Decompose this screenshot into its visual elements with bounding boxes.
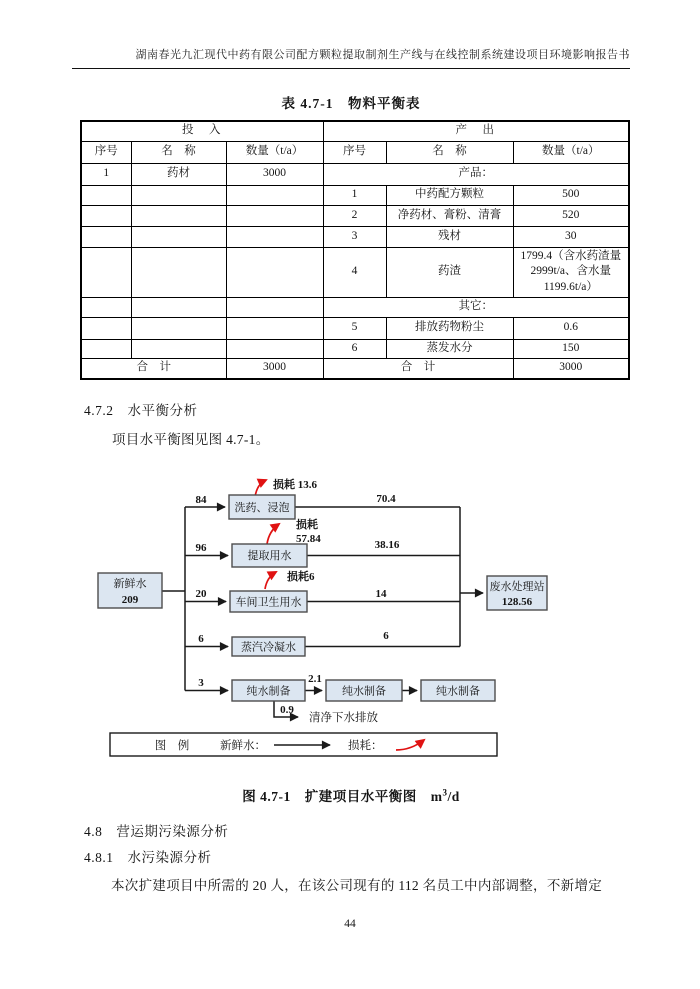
empty-cell [131,205,226,226]
output-qty-cell: 1799.4（含水药渣量 2999t/a、含水量 1199.6t/a） [513,247,629,297]
table-caption: 表 4.7-1 物料平衡表 [281,96,421,111]
empty-cell [226,297,323,317]
output-index-cell: 3 [323,226,386,247]
table-row [81,339,629,358]
empty-cell [226,339,323,358]
extract-outflow-label: 38.16 [374,539,400,551]
page-number: 44 [344,918,356,930]
sanitary-loss-arrow-icon [265,572,276,589]
output-name-cell: 中药配方颗粒 [386,185,513,205]
steam-outflow-label: 6 [383,630,389,642]
empty-cell [81,297,131,317]
fresh-water-label: 新鲜水 [113,578,147,590]
extract-label: 提取用水 [247,550,292,562]
box-labels [114,500,545,698]
empty-cell [131,226,226,247]
extract-loss-value: 57.84 [296,533,321,545]
table-row [81,185,629,205]
empty-cell [81,185,131,205]
input-total-label: 合 计 [81,358,226,379]
output-name-cell: 排放药物粉尘 [386,317,513,339]
paragraph-472: 项目水平衡图见图 4.7-1。 [112,432,270,447]
empty-cell [131,185,226,205]
output-index-cell: 5 [323,317,386,339]
output-header-cell: 产 出 [323,121,629,141]
table-row [81,297,629,317]
empty-cell [226,205,323,226]
table-row [81,317,629,339]
output-total-value: 3000 [513,358,629,379]
table-row [81,121,629,141]
empty-cell [226,247,323,297]
empty-cell [131,247,226,297]
col-header: 名 称 [386,141,513,163]
wash-loss-label: 损耗 13.6 [273,479,317,491]
material-balance-table [80,120,630,380]
figure-caption-text: 图 4.7-1 扩建项目水平衡图 [242,789,417,804]
wash-inflow-label: 84 [195,494,207,506]
empty-cell [131,339,226,358]
section-heading-481: 4.8.1 水污染源分析 [84,850,212,865]
output-qty-cell: 500 [513,185,629,205]
wastewater-value: 128.56 [501,596,533,608]
wastewater-label: 废水处理站 [489,581,545,593]
output-qty-cell: 0.6 [513,317,629,339]
empty-cell [131,317,226,339]
col-header: 名 称 [131,141,226,163]
pure-label-1: 纯水制备 [246,685,291,698]
output-index-cell: 6 [323,339,386,358]
pure-label-2: 纯水制备 [342,685,386,698]
pure-inflow-label: 3 [198,677,204,689]
empty-cell [226,185,323,205]
legend-title: 图 例 [154,740,190,752]
water-balance-diagram [0,458,700,774]
legend-loss-label: 损耗： [348,740,383,752]
figure-unit-exp: 3 [442,787,448,798]
output-qty-cell: 520 [513,205,629,226]
output-name-cell: 药渣 [386,247,513,297]
table-row [81,226,629,247]
figure-caption [72,785,630,805]
figure-unit-base: m [430,789,443,804]
pure-midflow-label: 2.1 [308,673,322,685]
steam-label: 蒸汽冷凝水 [241,641,296,654]
legend-loss-arrow-icon [396,740,424,750]
table-row [81,358,629,379]
output-index-cell: 4 [323,247,386,297]
pure-label-3: 纯水制备 [436,685,480,698]
drain-value-label: 0.9 [280,704,294,716]
sanitary-loss-label: 损耗6 [287,571,315,583]
wash-outflow-label: 70.4 [376,493,396,505]
empty-cell [81,317,131,339]
steam-inflow-label: 6 [198,633,204,645]
wash-label: 洗药、浸泡 [234,502,290,514]
table-row [81,247,629,297]
sanitary-outflow-label: 14 [375,588,387,600]
table-row [81,205,629,226]
fresh-water-value: 209 [121,594,139,606]
diagram-legend [110,733,497,756]
output-name-cell: 蒸发水分 [386,339,513,358]
empty-cell [81,205,131,226]
input-header-cell: 投 入 [81,121,323,141]
col-header: 序号 [81,141,131,163]
table-row [81,163,629,185]
output-name-cell: 残材 [386,226,513,247]
extract-loss-arrow-icon [267,524,279,544]
header-rule [72,68,630,69]
table-row [81,141,629,163]
extract-loss-label: 损耗 [296,519,318,531]
process-boxes [98,495,547,701]
product-group-cell: 产品： [323,163,629,185]
empty-cell [81,226,131,247]
extract-inflow-label: 96 [195,542,207,554]
section-heading-472: 4.7.2 水平衡分析 [84,403,198,418]
empty-cell [81,247,131,297]
empty-cell [131,297,226,317]
output-index-cell: 1 [323,185,386,205]
input-index-cell: 1 [81,163,131,185]
output-qty-cell: 150 [513,339,629,358]
empty-cell [226,317,323,339]
page-header: 湖南春光九汇现代中药有限公司配方颗粒提取制剂生产线与在线控制系统建设项目环境影响报告书 [135,49,630,61]
empty-cell [81,339,131,358]
section-heading-48: 4.8 营运期污染源分析 [84,824,229,839]
sanitary-label: 车间卫生用水 [235,596,302,609]
input-total-value: 3000 [226,358,323,379]
output-name-cell: 净药材、膏粉、清膏 [386,205,513,226]
sanitary-inflow-label: 20 [195,588,207,600]
figure-unit-rest: /d [447,789,460,804]
input-name-cell: 药材 [131,163,226,185]
output-total-label: 合 计 [323,358,513,379]
input-qty-cell: 3000 [226,163,323,185]
other-group-cell: 其它： [323,297,629,317]
output-qty-cell: 30 [513,226,629,247]
legend-fresh-label: 新鲜水： [220,740,266,752]
output-index-cell: 2 [323,205,386,226]
paragraph-481: 本次扩建项目中所需的 20 人，在该公司现有的 112 名员工中内部调整，不新增定 [111,878,603,893]
empty-cell [226,226,323,247]
col-header: 数量（t/a） [513,141,629,163]
drain-label: 清净下水排放 [309,712,378,724]
col-header: 序号 [323,141,386,163]
col-header: 数量（t/a） [226,141,323,163]
